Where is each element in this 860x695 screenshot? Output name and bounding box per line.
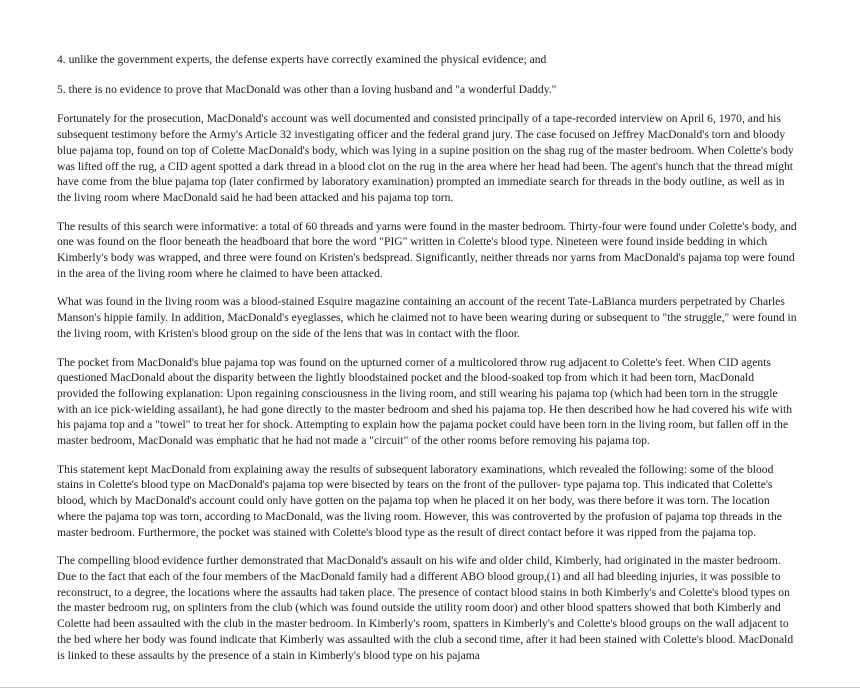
- paragraph-laboratory-examinations: This statement kept MacDonald from explaining away the results of subsequent laboratory examinations, which revealed the following: some of the blood stains in Colette's blood type on MacDonald's pajama top were bisected by tears on the front of the pullover- type pajama top. This indicated that Colette's blood, which by MacDonald's account could only have gotten on the pajama top when he placed it on her body, was there before it was torn. The location where the pajama top was torn, according to MacDonald, was the living room. However, this was controverted by the profusion of pajama top threads in the master bedroom. Furthermore, the pocket was stained with Colette's blood type as the result of direct contact before it was ripped from the pajama top.: [57, 462, 782, 539]
- paragraph-prosecution-account: Fortunately for the prosecution, MacDonald's account was well documented and consisted principally of a tape-recorded interview on April 6, 1970, and his subsequent testimony before the Army's Article 32 investigating officer and the federal grand jury. The case focused on Jeffrey MacDonald's torn and bloody blue pajama top, found on top of Colette MacDonald's body, which was lying in a supine position on the shag rug of the master bedroom. When Colette's body was lifted off the rug, a CID agent spotted a dark thread in a blood clot on the rug in the area where her head had been. The agent's hunch that the thread might have come from the blue pajama top (later confirmed by laboratory examination) prompted an immediate search for threads in the body outline, as well as in the living room where MacDonald said he had been attacked and his pajama top torn.: [57, 112, 794, 204]
- document-body: [57, 52, 797, 676]
- paragraph-living-room-findings: What was found in the living room was a blood-stained Esquire magazine containing an account of the recent Tate-LaBianca murders perpetrated by Charles Manson's hippie family. In addition, MacDonald's eyeglasses, which he claimed not to have been wearing during or subsequent to "the struggle," were found in the living room, with Kristen's blood group on the side of the lens that was in contact with the floor.: [57, 295, 797, 340]
- paragraph-pajama-pocket: The pocket from MacDonald's blue pajama top was found on the upturned corner of a multicolored throw rug adjacent to Colette's feet. When CID agents questioned MacDonald about the disparity between the lightly bloodstained pocket and the blood-soaked top from which it had been torn, MacDonald provided the following explanation: Upon regaining consciousness in the living room, and still wearing his pajama top (which had been torn in the struggle with an ice pick-wielding assailant), he had gone directly to the master bedroom and shed his pajama top. He then described how he had covered his wife with his pajama top and a "towel" to treat her for shock. Attempting to explain how the pajama pocket could have been torn in the living room, but fallen off in the master bedroom, MacDonald was emphatic that he had not made a "circuit" of the other rooms before removing his pajama top.: [57, 355, 793, 448]
- page-bottom-divider: [0, 687, 860, 688]
- paragraph-blood-evidence: The compelling blood evidence further demonstrated that MacDonald's assault on his wife and older child, Kimberly, had originated in the master bedroom. Due to the fact that each of the four members of the MacDonald family had a different ABO blood group,(1) and all had bleeding injuries, it was possible to reconstruct, to a degree, the locations where the assaults had taken place. The presence of contact blood stains in both Kimberly's and Colette's blood types on the master bedroom rug, on splinters from the club (which was found outside the utility room door) and other blood spatters showed that both Kimberly and Colette had been assaulted with the club in the master bedroom. In Kimberly's room, spatters in Kimberly's and Colette's blood groups on the wall adjacent to the bed where her body was found indicate that Kimberly was assaulted with the club a second time, after it had been stained with Colette's blood. MacDonald is linked to these assaults by the presence of a stain in Kimberly's blood type on his pajama: [57, 554, 794, 662]
- list-item-5: 5. there is no evidence to prove that MacDonald was other than a loving husband and "a wonderful Daddy.": [57, 82, 557, 96]
- list-item-4: 4. unlike the government experts, the defense experts have correctly examined the physical evidence; and: [57, 53, 547, 66]
- paragraph-thread-search-results: The results of this search were informative: a total of 60 threads and yarns were found in the master bedroom. Thirty-four were found under Colette's body, and one was found on the floor beneath the headboard that bore the word "PIG" written in Colette's blood type. Nineteen were found inside bedding in which Kimberly's body was wrapped, and three were found on Kristen's bedspread. Significantly, neither threads nor yarns from MacDonald's pajama top were found in the area of the living room where he claimed to have been attacked.: [57, 219, 797, 280]
